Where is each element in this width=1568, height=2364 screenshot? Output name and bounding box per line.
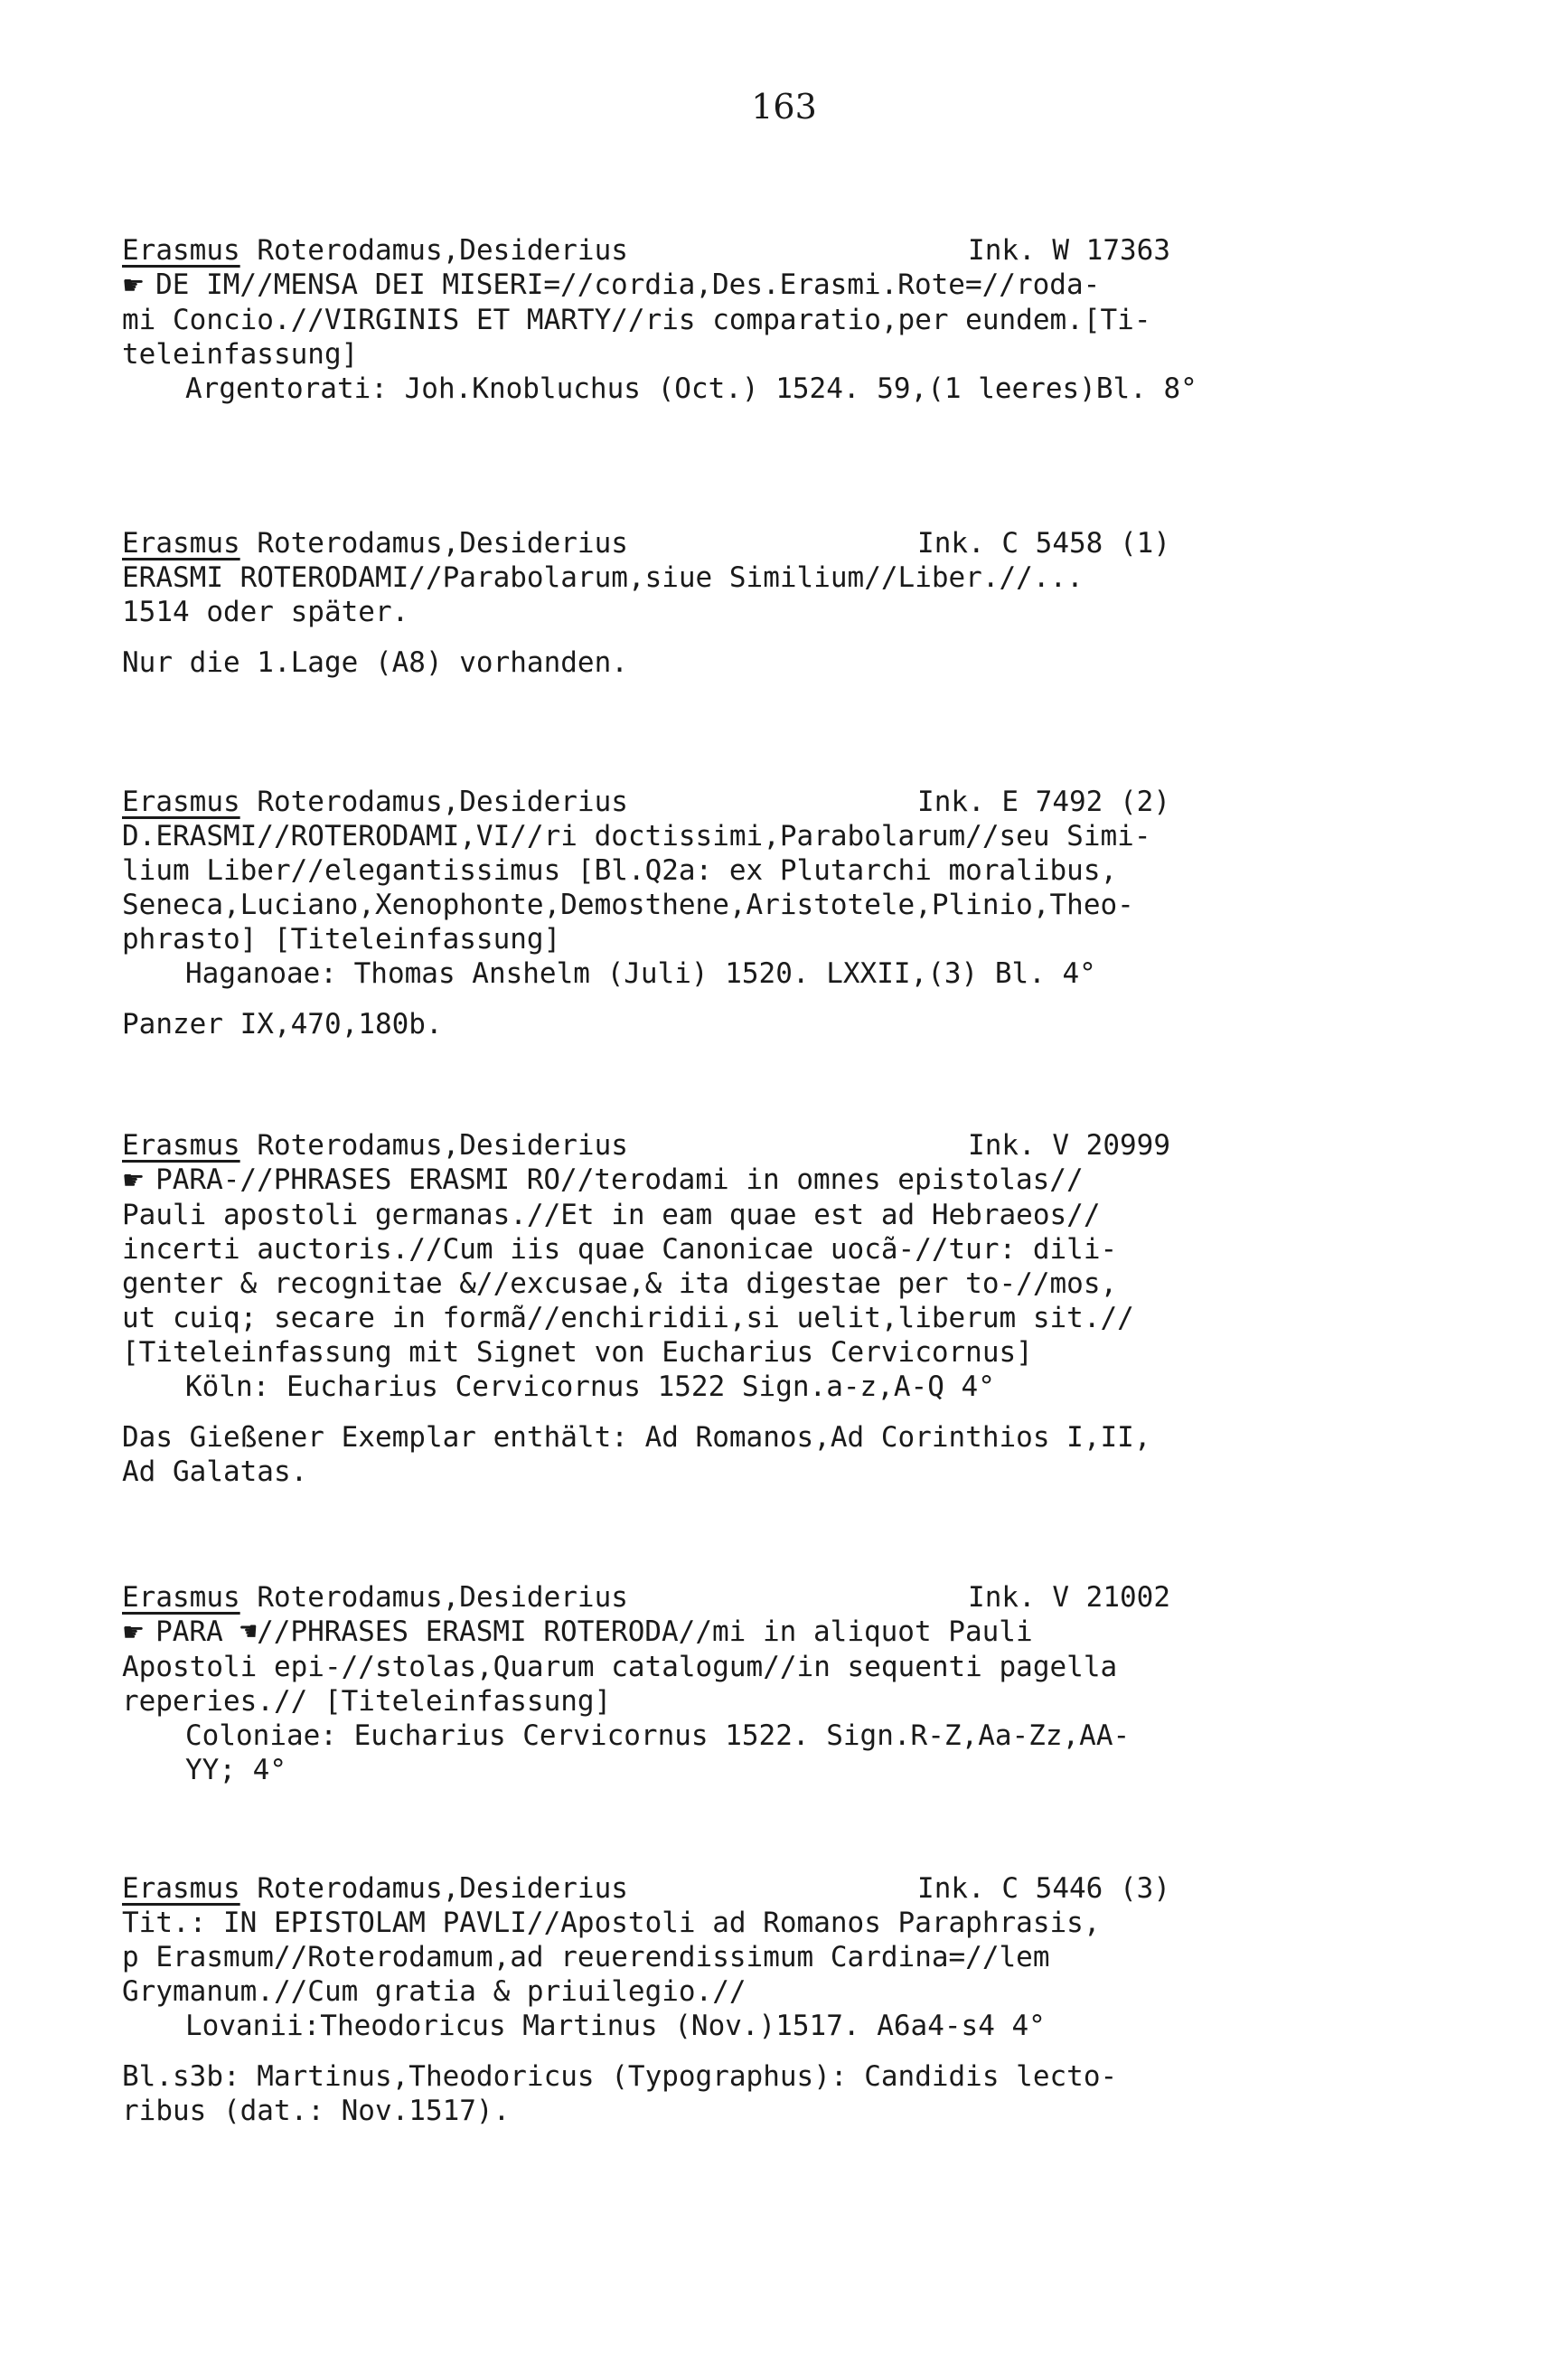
entry-surname: Erasmus	[122, 1129, 240, 1162]
entry-imprint-continued: YY; 4°	[185, 1754, 286, 1786]
entry-title-line: lium Liber//elegantissimus [Bl.Q2a: ex Plutarchi moralibus,	[122, 854, 1118, 887]
entry-shelfmark: Ink. C 5458 (1)	[917, 527, 1170, 560]
entry-given-name: Roterodamus,Desiderius	[239, 1129, 628, 1162]
entry-heading	[122, 1580, 1170, 1615]
entry-given-name: Roterodamus,Desiderius	[239, 1872, 628, 1905]
entry-title-line: Seneca,Luciano,Xenophonte,Demosthene,Aristotele,Plinio,Theo-	[122, 889, 1134, 921]
entry-title-line: phrasto] [Titeleinfassung]	[122, 923, 561, 956]
entry-imprint: Haganoae: Thomas Anshelm (Juli) 1520. LXXII,(3) Bl. 4°	[185, 957, 1096, 990]
entry-heading	[122, 233, 1170, 268]
entry-surname: Erasmus	[122, 527, 240, 560]
entry-shelfmark: Ink. C 5446 (3)	[917, 1872, 1170, 1905]
entry-surname: Erasmus	[122, 786, 240, 818]
entry-note: Nur die 1.Lage (A8) vorhanden.	[122, 646, 628, 679]
entry-note: ribus (dat.: Nov.1517).	[122, 2095, 511, 2127]
entry-given-name: Roterodamus,Desiderius	[239, 1581, 628, 1614]
entry-surname: Erasmus	[122, 234, 240, 267]
entry-imprint: Argentorati: Joh.Knobluchus (Oct.) 1524. 59,(1 leeres)Bl. 8°	[185, 372, 1197, 405]
entry-title-line: Tit.: IN EPISTOLAM PAVLI//Apostoli ad Romanos Paraphrasis,	[122, 1907, 1101, 1939]
entry-heading	[122, 526, 1170, 560]
entry-title-line: teleinfassung]	[122, 338, 359, 371]
entry-title-line: Pauli apostoli germanas.//Et in eam quae est ad Hebraeos//	[122, 1199, 1101, 1231]
catalog-entry	[122, 1871, 1333, 2128]
entry-surname: Erasmus	[122, 1872, 240, 1905]
pointing-hand-icon: ☛	[122, 270, 144, 300]
entry-given-name: Roterodamus,Desiderius	[239, 527, 628, 560]
entry-shelfmark: Ink. V 20999	[968, 1129, 1170, 1162]
catalog-entry	[122, 233, 1333, 406]
entry-note: Ad Galatas.	[122, 1455, 308, 1488]
entry-imprint: Lovanii:Theodoricus Martinus (Nov.)1517. A6a4-s4 4°	[185, 2010, 1046, 2042]
entry-shelfmark: Ink. V 21002	[968, 1581, 1170, 1614]
entry-imprint: Köln: Eucharius Cervicornus 1522 Sign.a-z,A-Q 4°	[185, 1370, 995, 1403]
entry-shelfmark: Ink. E 7492 (2)	[917, 786, 1170, 818]
entry-given-name: Roterodamus,Desiderius	[239, 234, 628, 267]
entry-heading	[122, 785, 1170, 819]
entry-imprint: Coloniae: Eucharius Cervicornus 1522. Sign.R-Z,Aa-Zz,AA-	[185, 1719, 1131, 1752]
catalog-entry	[122, 1128, 1333, 1489]
pointing-hand-icon: ☛	[122, 1165, 144, 1195]
page-number: 163	[751, 87, 817, 127]
entry-given-name: Roterodamus,Desiderius	[239, 786, 628, 818]
entry-title-line: ☛ DE IM//MENSA DEI MISERI=//cordia,Des.Erasmi.Rote=//roda-	[122, 268, 1101, 301]
entry-surname: Erasmus	[122, 1581, 240, 1614]
entry-shelfmark: Ink. W 17363	[968, 234, 1170, 267]
entry-title-line: ☛ PARA-//PHRASES ERASMI RO//terodami in omnes epistolas//	[122, 1163, 1084, 1196]
entry-title-line: reperies.// [Titeleinfassung]	[122, 1685, 612, 1718]
entry-heading	[122, 1128, 1170, 1163]
entry-note: Panzer IX,470,180b.	[122, 1008, 443, 1041]
entry-note: Das Gießener Exemplar enthält: Ad Romanos,Ad Corinthios I,II,	[122, 1421, 1151, 1454]
entry-title-line: Grymanum.//Cum gratia & priuilegio.//	[122, 1975, 746, 2008]
entry-title-line: Apostoli epi-//stolas,Quarum catalogum//in sequenti pagella	[122, 1651, 1118, 1683]
entry-title-line: ☛ PARA ☚//PHRASES ERASMI ROTERODA//mi in aliquot Pauli	[122, 1615, 1033, 1648]
entry-note: Bl.s3b: Martinus,Theodoricus (Typographus): Candidis lecto-	[122, 2060, 1118, 2093]
entry-title-line: 1514 oder später.	[122, 596, 409, 628]
entry-title-line: genter & recognitae &//excusae,& ita digestae per to-//mos,	[122, 1267, 1118, 1300]
catalog-entry	[122, 526, 1333, 680]
entry-title-line: D.ERASMI//ROTERODAMI,VI//ri doctissimi,Parabolarum//seu Simi-	[122, 820, 1151, 852]
entry-title-line: ut cuiq; secare in formã//enchiridii,si uelit,liberum sit.//	[122, 1302, 1134, 1334]
entry-title-line: [Titeleinfassung mit Signet von Eucharius Cervicornus]	[122, 1336, 1033, 1369]
catalog-entry	[122, 1580, 1333, 1787]
entry-heading	[122, 1871, 1170, 1906]
entry-title-line: ERASMI ROTERODAMI//Parabolarum,siue Similium//Liber.//...	[122, 561, 1084, 594]
pointing-hand-icon: ☛	[122, 1617, 144, 1647]
entry-title-line: p Erasmum//Roterodamum,ad reuerendissimum Cardina=//lem	[122, 1941, 1050, 1973]
entry-title-line: mi Concio.//VIRGINIS ET MARTY//ris comparatio,per eundem.[Ti-	[122, 304, 1151, 336]
catalog-entry	[122, 785, 1333, 1041]
entry-title-line: incerti auctoris.//Cum iis quae Canonicae uocã-//tur: dili-	[122, 1233, 1118, 1266]
